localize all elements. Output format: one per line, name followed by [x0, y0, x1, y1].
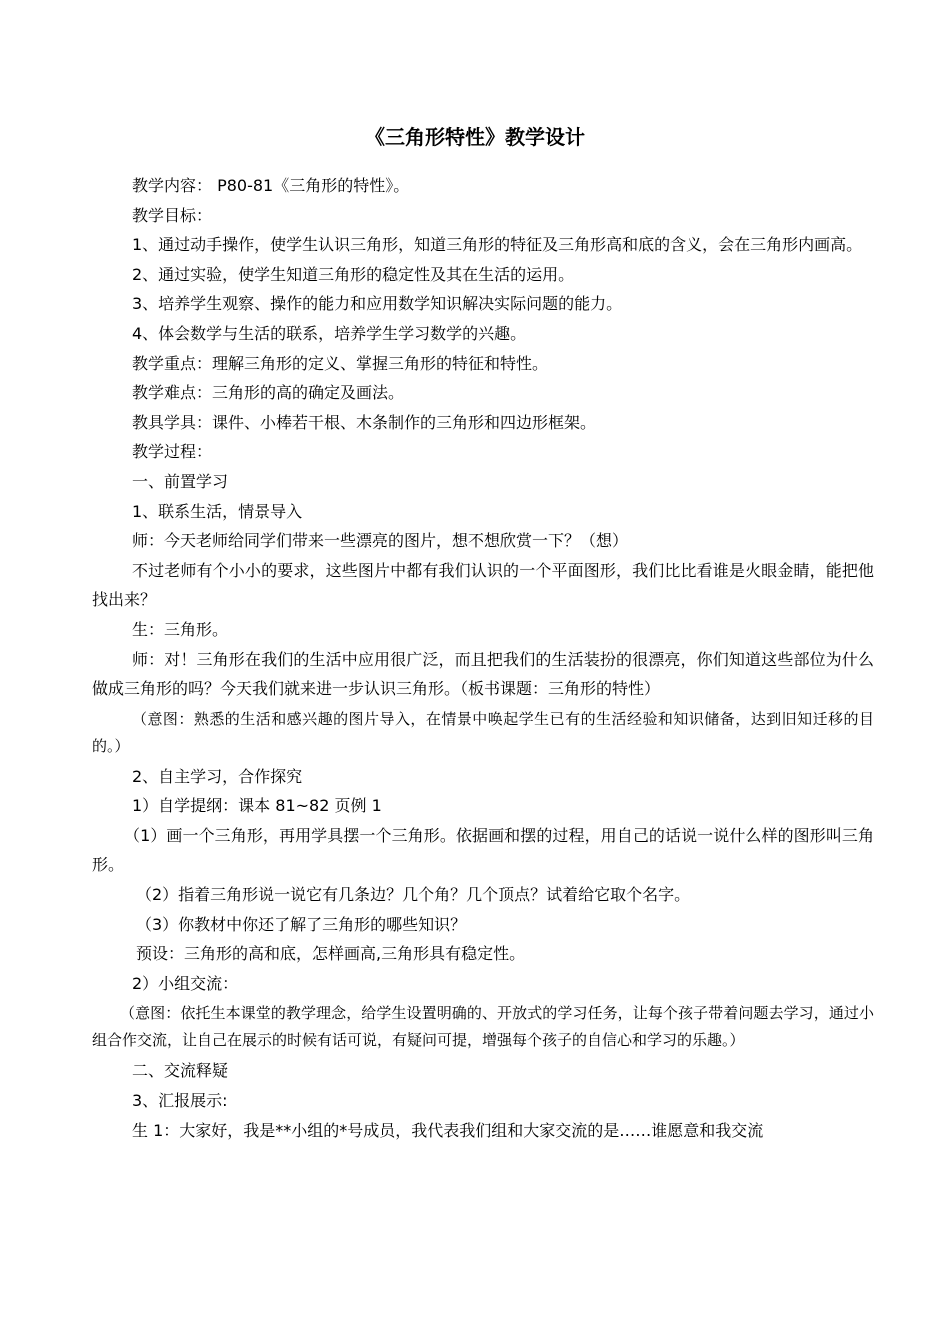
paragraph-teaching-content: 教学内容： P80-81《三角形的特性》。 — [132, 176, 410, 195]
paragraph-student-2: 生 1：大家好，我是**小组的*号成员，我代表我们组和大家交流的是……谁愿意和我交流 — [132, 1120, 764, 1140]
paragraph-student-1: 生：三角形。 — [132, 619, 229, 639]
paragraph-goal-1: 1、通过动手操作，使学生认识三角形，知道三角形的特征及三角形高和底的含义，会在三角形内画高。 — [132, 235, 863, 255]
paragraph-preset: 预设：三角形的高和底，怎样画高,三角形具有稳定性。 — [136, 944, 526, 964]
paragraph-goal-4: 4、体会数学与生活的联系，培养学生学习数学的兴趣。 — [132, 323, 527, 343]
paragraph-goal-2: 2、通过实验，使学生知道三角形的稳定性及其在生活的运用。 — [132, 264, 575, 284]
subsection-heading-3: 3、汇报展示: — [132, 1091, 228, 1111]
document-title: 《三角形特性》教学设计 — [365, 125, 585, 149]
paragraph-teacher-1: 师：今天老师给同学们带来一些漂亮的图片，想不想欣赏一下？（想） — [132, 531, 629, 551]
paragraph-teaching-aids: 教具学具：课件、小棒若干根、木条制作的三角形和四边形框架。 — [132, 412, 597, 432]
subsection-heading-2: 2、自主学习，合作探究 — [132, 766, 303, 786]
paragraph-group-exchange: 2）小组交流： — [132, 973, 239, 993]
paragraph-teacher-2: 不过老师有个小小的要求，这些图片中都有我们认识的一个平面图形，我们比比看谁是火眼金睛，能把他找出来？ — [92, 560, 874, 610]
section-heading-1: 一、前置学习 — [132, 471, 229, 491]
paragraph-study-outline: 1）自学提纲：课本 81~82 页例 1 — [132, 796, 382, 816]
paragraph-teacher-3: 师：对！三角形在我们的生活中应用很广泛，而且把我们的生活装扮的很漂亮，你们知道这些部位为什么做成三角形的吗？今天我们就来进一步认识三角形。（板书课题：三角形的特性） — [92, 649, 874, 699]
section-heading-2: 二、交流释疑 — [132, 1061, 229, 1081]
paragraph-task-3: （3）你教材中你还了解了三角形的哪些知识？ — [136, 914, 467, 934]
paragraph-process-heading: 教学过程： — [132, 442, 213, 462]
intent-note-2: （意图：依托生本课堂的教学理念，给学生设置明确的、开放式的学习任务，让每个孩子带着问题去学习，通过小组合作交流，让自己在展示的时候有话可说，有疑问可提，增强每个孩子的自信心和学习的乐趣。） — [92, 1004, 874, 1050]
paragraph-task-2: （2）指着三角形说一说它有几条边？几个角？几个顶点？试着给它取个名字。 — [136, 885, 691, 905]
intent-note-1: （意图：熟悉的生活和感兴趣的图片导入，在情景中唤起学生已有的生活经验和知识储备，达到旧知迁移的目的。） — [92, 709, 874, 755]
paragraph-goal-3: 3、培养学生观察、操作的能力和应用数学知识解决实际问题的能力。 — [132, 294, 623, 314]
paragraph-difficulties: 教学难点：三角形的高的确定及画法。 — [132, 383, 405, 403]
paragraph-teaching-goals-heading: 教学目标： — [132, 205, 213, 225]
document-body — [92, 171, 874, 1145]
paragraph-key-points: 教学重点：理解三角形的定义、掌握三角形的特征和特性。 — [132, 353, 549, 373]
subsection-heading-1: 1、联系生活，情景导入 — [132, 501, 303, 521]
paragraph-task-1: （1）画一个三角形，再用学具摆一个三角形。依据画和摆的过程，用自己的话说一说什么样的图形叫三角形。 — [92, 825, 874, 875]
